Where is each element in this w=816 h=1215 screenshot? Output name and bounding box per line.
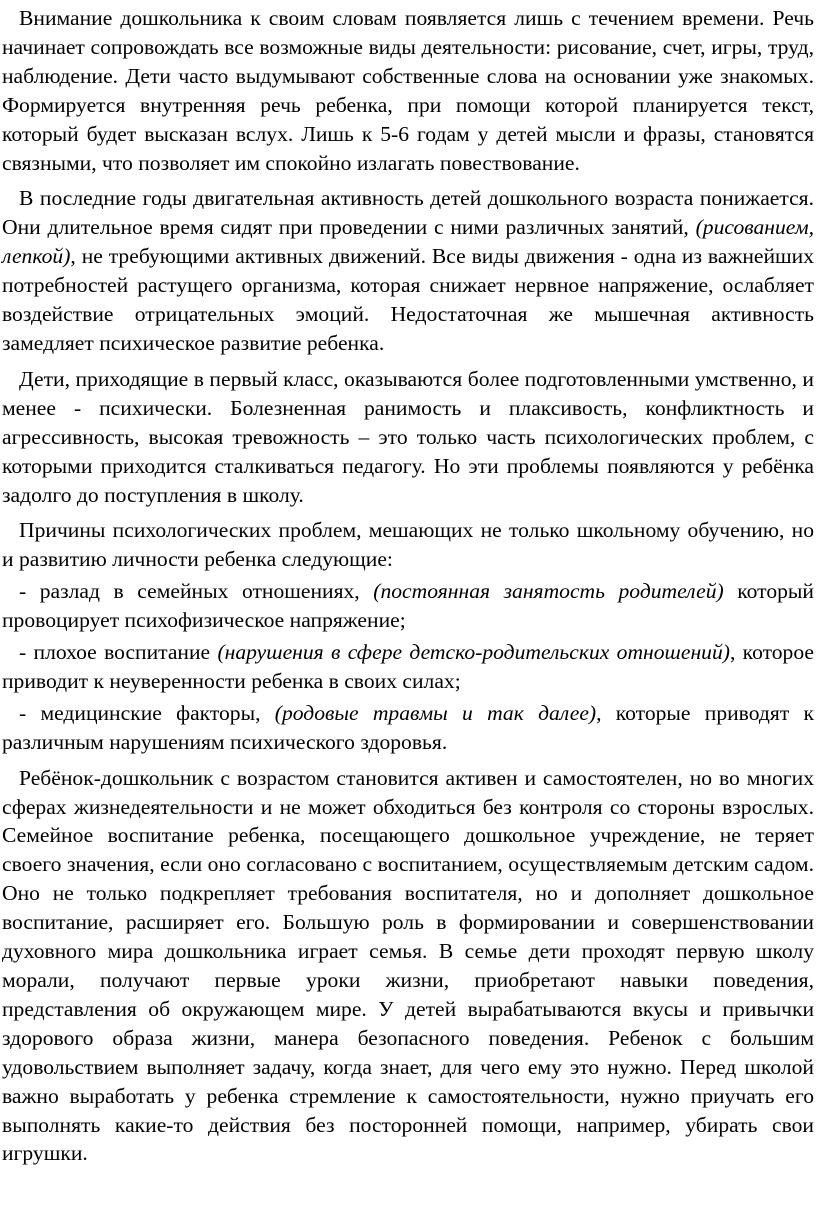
paragraph-family-upbringing: Ребёнок-дошкольник с возрастом становится активен и самостоятелен, но во многих сферах жизнедеятельности и не может обходиться без контроля со стороны взрослых. Семейное воспитание ребенка, посещающего дошкольное учреждение, не теряет своего значения, если оно согласовано с воспитанием, осуществляемым детским садом. Оно не только подкрепляет требования воспитателя, но и дополняет дошкольное воспитание, расширяет его. Большую роль в формировании и совершенствовании духовного мира дошкольника играет семья. В семье дети проходят первую школу морали, получают первые уроки жизни, приобретают навыки поведения, представления об окружающем мире. У детей вырабатываются вкусы и привычки здорового образа жизни, манера безопасного поведения. Ребенок с большим удовольствием выполняет задачу, когда знает, для чего ему это нужно. Перед школой важно выработать у ребенка стремление к самостоятельности, нужно приучать его выполнять какие-то действия без посторонней помощи, например, убирать свои игрушки. [2, 765, 814, 1166]
paragraph-first-grade: Дети, приходящие в первый класс, оказываются более подготовленными умственно, и менее - психически. Болезненная ранимость и плаксивость, конфликтность и агрессивность, высокая тревожность – это только часть психологических проблем, с которыми приходится сталкиваться педагогу. Но эти проблемы появляются у ребёнка задолго до поступления в школу. [2, 366, 814, 507]
italic-note: (рисованием, лепкой) [2, 215, 814, 269]
list-item-text: - медицинские факторы, [19, 700, 275, 725]
italic-note: (постоянная занятость родителей) [373, 579, 724, 604]
italic-note: (родовые травмы и так далее) [274, 700, 597, 725]
paragraph-motor-activity [2, 184, 814, 357]
list-item-text: - плохое воспитание [19, 640, 218, 665]
list-item-text: который провоцирует психофизическое напряжение; [2, 579, 814, 633]
list-item-family-discord [2, 577, 814, 635]
paragraph-text-segment: , не требующими активных движений. Все виды движения - одна из важнейших потребностей растущего организма, которая снижает нервное напряжение, ослабляет воздействие отрицательных эмоций. Недостаточная же мышечная активность замедляет психическое развитие ребенка. [2, 244, 814, 355]
list-item-text: , которое приводит к неуверенности ребенка в своих силах; [2, 640, 814, 693]
list-item-medical-factors [2, 699, 814, 757]
italic-note: (нарушения в сфере детско-родительских отношений) [217, 640, 730, 665]
paragraph-speech-development: Внимание дошкольника к своим словам появляется лишь с течением времени. Речь начинает сопровождать все возможные виды деятельности: рисование, счет, игры, труд, наблюдение. Дети часто выдумывают собственные слова на основании уже знакомых. Формируется внутренняя речь ребенка, при помощи которой планируется текст, который будет высказан вслух. Лишь к 5-6 годам у детей мысли и фразы, становятся связными, что позволяет им спокойно излагать повествование. [2, 6, 814, 175]
list-item-text: , которые приводят к различным нарушениям психического здоровья. [2, 700, 814, 754]
list-item-text: - разлад в семейных отношениях, [19, 579, 374, 604]
paragraph-text-segment: В последние годы двигательная активность детей дошкольного возраста понижается. Они длительное время сидят при проведении с ними различных занятий, [2, 186, 814, 240]
paragraph-causes-intro: Причины психологических проблем, мешающих не только школьному обучению, но и развитию личности ребенка следующие: [2, 518, 814, 572]
list-item-poor-upbringing [2, 638, 814, 696]
